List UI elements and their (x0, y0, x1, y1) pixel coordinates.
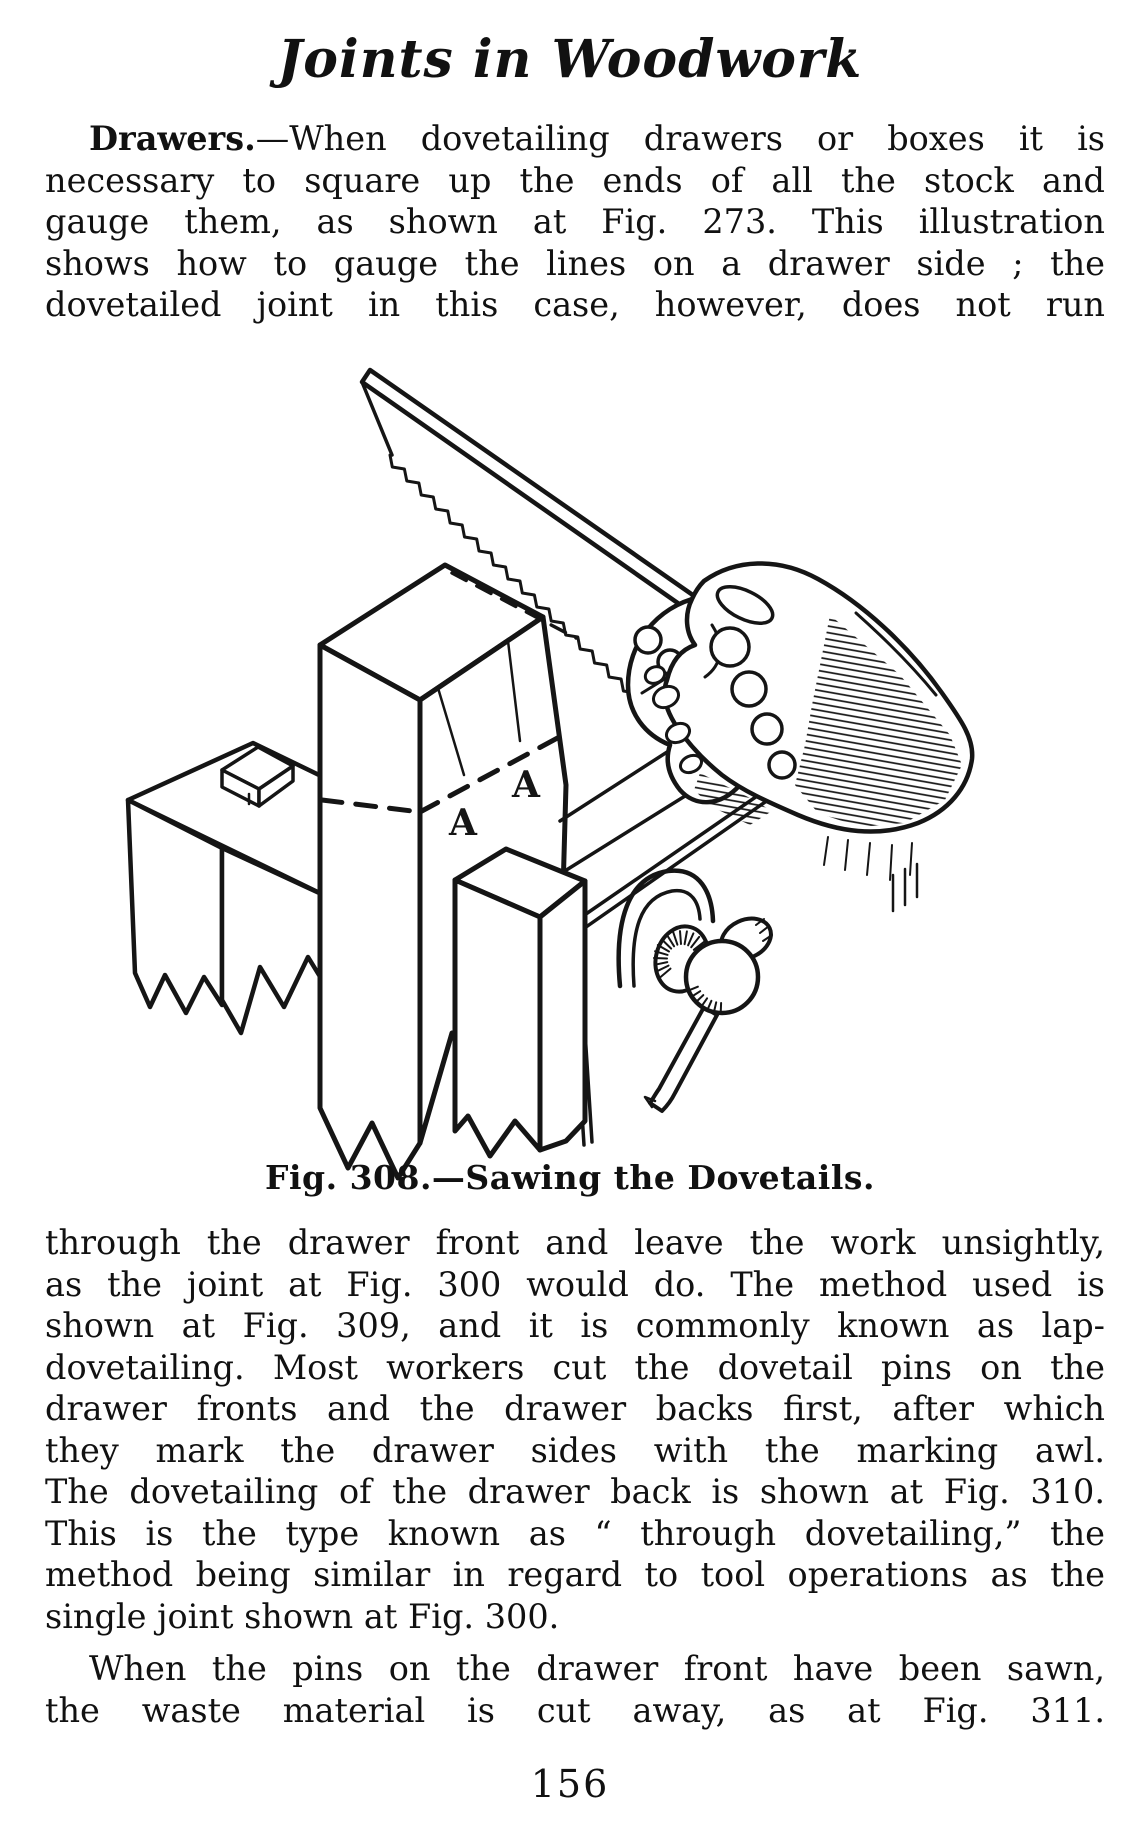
knuckle (752, 714, 782, 744)
text-line: as the joint at Fig. 300 would do. The method used is (45, 1264, 1105, 1304)
sawing-dovetails-illustration (0, 345, 1140, 1195)
text-line: single joint shown at Fig. 300. (45, 1596, 560, 1636)
knob-head (686, 941, 758, 1013)
text-line: through the drawer front and leave the work unsightly, (45, 1223, 1105, 1262)
page-number: 156 (530, 1762, 610, 1806)
paragraph-drawers (45, 118, 1105, 326)
text-line: necessary to square up the ends of all the stock and (45, 160, 1105, 200)
mallet-shaft (650, 1007, 717, 1111)
text-line: dovetailing. Most workers cut the dovetail pins on the (45, 1347, 1105, 1387)
figure-308 (0, 345, 1140, 1195)
text-line: When the pins on the drawer front have been sawn, (89, 1649, 1105, 1688)
mallet-knob (645, 911, 778, 1111)
gauge-line-label-right: A (512, 764, 540, 806)
text-line: they mark the drawer sides with the marking awl. (45, 1430, 1105, 1470)
figure-caption: Fig. 308.—Sawing the Dovetails. (265, 1158, 875, 1197)
text-line: gauge them, as shown at Fig. 273. This illustration (45, 202, 1105, 241)
text-line: method being similar in regard to tool operations as the (45, 1555, 1105, 1594)
text-line: dovetailed joint in this case, however, does not run (45, 285, 1105, 324)
hand (643, 563, 973, 880)
text-line: the waste material is cut away, as at Fig. 311. (45, 1690, 1105, 1730)
text-line: shown at Fig. 309, and it is commonly known as lap- (45, 1306, 1105, 1345)
text-line: This is the type known as “ through dovetailing,” the (45, 1513, 1105, 1553)
text-line: Drawers.—When dovetailing drawers or boxes it is (89, 119, 1105, 158)
paragraph-lap-dovetailing (45, 1222, 1105, 1637)
text-line: The dovetailing of the drawer back is shown at Fig. 310. (45, 1472, 1105, 1511)
page-title: Joints in Woodwork (277, 29, 863, 90)
knuckle (711, 628, 749, 666)
text-line: drawer fronts and the drawer backs first, after which (45, 1389, 1105, 1428)
saw-nut (635, 627, 661, 653)
drawer-side-board (455, 849, 585, 1156)
paragraph-waste-material (45, 1648, 1105, 1731)
gauge-line-label-left: A (449, 802, 477, 844)
knuckle (769, 752, 795, 778)
text-line: shows how to gauge the lines on a drawer side ; the (45, 243, 1105, 283)
knuckle (732, 672, 766, 706)
